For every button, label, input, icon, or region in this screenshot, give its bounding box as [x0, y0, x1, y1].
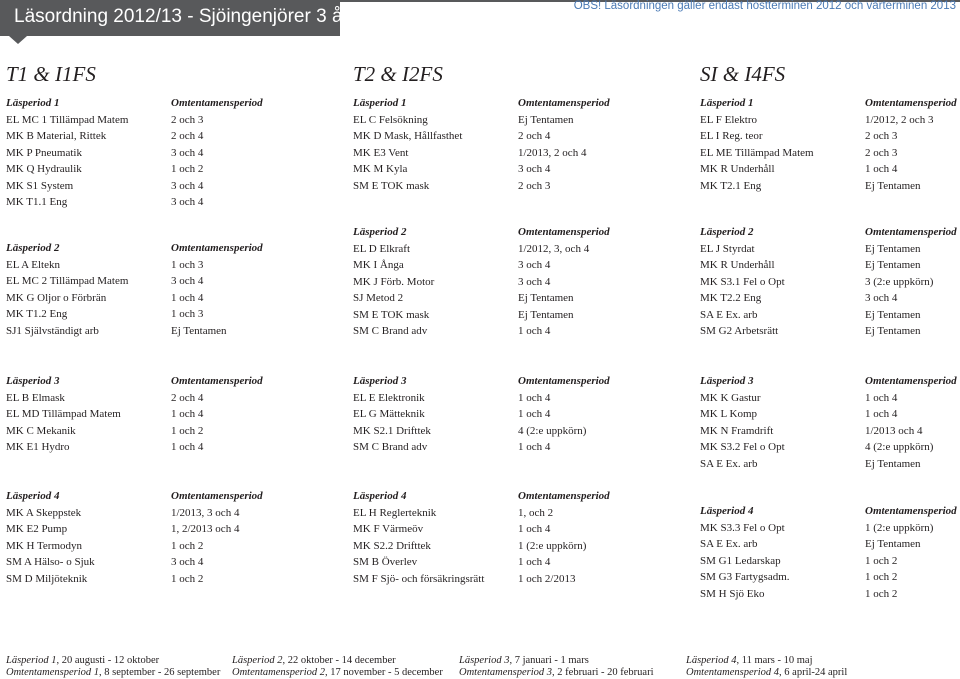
course-name: MK E1 Hydro — [6, 441, 70, 453]
retake-period-label: Omtentamensperiod — [518, 97, 610, 109]
period-section — [6, 373, 336, 456]
retake-periods: 1 och 4 — [518, 523, 551, 535]
course-name: SM D Miljöteknik — [6, 572, 88, 585]
retake-periods: 1 (2:e uppkörn) — [518, 539, 587, 552]
footer-period-dates — [459, 655, 653, 679]
course-name: MK A Skeppstek — [6, 506, 82, 519]
retake-periods: 3 och 4 — [865, 292, 898, 304]
retake-periods: 1 och 2 — [865, 554, 898, 567]
course-row — [6, 406, 336, 423]
footer-dates: , 8 september - 26 september — [99, 667, 221, 678]
retake-periods: 4 (2:e uppkörn) — [865, 441, 934, 453]
retake-period-label: Omtentamensperiod — [171, 242, 263, 254]
retake-periods: 1 och 2 — [865, 571, 898, 583]
course-name: EL F Elektro — [700, 113, 758, 126]
course-name: MK S3.1 Fel o Opt — [700, 275, 785, 288]
course-row — [353, 521, 683, 538]
course-name: MK S2.2 Drifttek — [353, 539, 431, 552]
course-name: MK E2 Pump — [6, 523, 68, 535]
column-title: SI & I4FS — [700, 62, 786, 86]
period-section — [353, 224, 683, 340]
retake-periods: Ej Tentamen — [518, 292, 574, 304]
course-row — [353, 257, 683, 274]
course-row — [353, 406, 683, 423]
course-name: MK R Underhåll — [700, 259, 775, 271]
retake-periods: 1/2013, 3 och 4 — [171, 506, 240, 519]
course-row — [6, 554, 336, 571]
retake-period-dates — [459, 667, 653, 679]
footer-label: Omtentamensperiod 2 — [232, 667, 326, 678]
footer-dates: , 6 april-24 april — [779, 667, 848, 678]
period-section — [6, 240, 336, 339]
period-header — [353, 224, 683, 241]
period-section — [700, 224, 960, 340]
period-header — [353, 95, 683, 112]
course-name: SM G3 Fartygsadm. — [700, 571, 790, 583]
footer-period-dates — [232, 655, 443, 679]
course-name: MK R Underhåll — [700, 163, 775, 175]
course-row — [353, 505, 683, 522]
course-name: EL H Reglerteknik — [353, 506, 437, 519]
retake-period-dates — [686, 667, 847, 679]
course-name: MK D Mask, Hållfasthet — [353, 130, 463, 142]
retake-periods: 1 och 2 — [865, 587, 898, 600]
course-name: SM G1 Ledarskap — [700, 554, 781, 567]
title-marker-triangle — [9, 36, 27, 44]
retake-periods: 2 och 4 — [171, 391, 204, 404]
course-row — [700, 290, 960, 307]
course-row — [6, 290, 336, 307]
course-row — [700, 456, 960, 473]
retake-periods: Ej Tentamen — [865, 308, 921, 321]
course-row — [6, 128, 336, 145]
course-name: MK J Förb. Motor — [353, 275, 435, 288]
period-header — [353, 488, 683, 505]
period-label: Läsperiod 3 — [700, 375, 754, 387]
study-period-dates — [686, 655, 847, 667]
retake-period-label: Omtentamensperiod — [865, 226, 957, 238]
period-section — [700, 95, 960, 194]
footer-label: Läsperiod 4 — [686, 655, 737, 666]
course-name: EL MC 1 Tillämpad Matem — [6, 113, 129, 126]
retake-periods: 3 och 4 — [171, 146, 204, 159]
retake-periods: 3 och 4 — [518, 163, 551, 175]
footer-label: Läsperiod 2 — [232, 655, 283, 666]
retake-period-dates — [6, 667, 220, 679]
retake-periods: 3 och 4 — [171, 196, 204, 208]
period-label: Läsperiod 2 — [700, 226, 754, 238]
course-row — [700, 586, 960, 603]
period-label: Läsperiod 3 — [6, 375, 60, 387]
course-name: MK T2.2 Eng — [700, 292, 762, 304]
course-row — [353, 274, 683, 291]
course-row — [700, 439, 960, 456]
course-row — [6, 178, 336, 195]
retake-period-label: Omtentamensperiod — [171, 375, 263, 387]
course-row — [6, 439, 336, 456]
course-row — [6, 257, 336, 274]
course-name: MK Q Hydraulik — [6, 163, 82, 175]
course-row — [6, 571, 336, 588]
retake-periods: 1 och 4 — [518, 556, 551, 568]
period-section — [6, 95, 336, 211]
period-label: Läsperiod 2 — [353, 226, 407, 238]
retake-period-label: Omtentamensperiod — [865, 375, 957, 387]
course-name: EL J Styrdat — [700, 242, 755, 255]
retake-period-label: Omtentamensperiod — [518, 490, 610, 502]
course-name: MK S3.2 Fel o Opt — [700, 441, 785, 453]
retake-periods: Ej Tentamen — [865, 242, 921, 255]
retake-periods: 1 och 2 — [171, 163, 204, 175]
course-name: EL MC 2 Tillämpad Matem — [6, 275, 129, 287]
course-row — [700, 145, 960, 162]
course-name: MK L Komp — [700, 408, 758, 420]
course-row — [6, 390, 336, 407]
course-name: MK S2.1 Drifttek — [353, 424, 431, 437]
period-header — [6, 488, 336, 505]
course-row — [700, 178, 960, 195]
retake-periods: 1 (2:e uppkörn) — [865, 521, 934, 534]
period-section — [6, 488, 336, 587]
retake-periods: 2 och 4 — [171, 130, 204, 142]
course-name: MK I Ånga — [353, 259, 404, 271]
course-row — [6, 423, 336, 440]
course-name: SM A Hälso- o Sjuk — [6, 556, 95, 568]
retake-periods: 3 och 4 — [171, 556, 204, 568]
period-section — [353, 373, 683, 456]
period-section — [700, 503, 960, 602]
course-name: SJ1 Självständigt arb — [6, 324, 99, 337]
course-row — [700, 390, 960, 407]
course-name: MK E3 Vent — [353, 146, 409, 159]
course-row — [700, 536, 960, 553]
retake-periods: 3 och 4 — [171, 275, 204, 287]
period-label: Läsperiod 4 — [353, 490, 407, 502]
retake-period-label: Omtentamensperiod — [518, 375, 610, 387]
course-row — [6, 145, 336, 162]
retake-periods: 4 (2:e uppkörn) — [518, 424, 587, 437]
course-name: SA E Ex. arb — [700, 538, 758, 550]
course-row — [353, 538, 683, 555]
course-row — [353, 112, 683, 129]
retake-period-label: Omtentamensperiod — [518, 226, 610, 238]
footer-label: Läsperiod 3 — [459, 655, 510, 666]
course-row — [700, 128, 960, 145]
period-label: Läsperiod 2 — [6, 242, 60, 254]
course-row — [353, 554, 683, 571]
course-row — [700, 323, 960, 340]
retake-periods: 1 och 4 — [171, 291, 204, 304]
course-row — [353, 178, 683, 195]
course-name: EL A Eltekn — [6, 258, 60, 271]
retake-periods: 1 och 2 — [171, 424, 204, 437]
course-name: SA E Ex. arb — [700, 457, 758, 470]
period-header — [700, 224, 960, 241]
course-name: MK F Värmeöv — [353, 523, 424, 535]
footer-dates: , 20 augusti - 12 oktober — [56, 655, 160, 666]
period-label: Läsperiod 4 — [700, 505, 754, 517]
retake-periods: 1 och 3 — [171, 308, 204, 320]
retake-periods: 1, 2/2013 och 4 — [171, 523, 240, 535]
retake-periods: 1, och 2 — [518, 506, 554, 519]
course-row — [353, 241, 683, 258]
course-row — [6, 306, 336, 323]
header-bar — [0, 0, 960, 36]
course-name: MK C Mekanik — [6, 424, 76, 437]
course-name: SM H Sjö Eko — [700, 587, 765, 600]
retake-periods: 1 och 4 — [518, 391, 551, 404]
course-name: MK P Pneumatik — [6, 146, 82, 159]
title-box — [0, 0, 349, 36]
course-name: EL C Felsökning — [353, 113, 428, 126]
course-name: EL E Elektronik — [353, 391, 425, 404]
retake-periods: 1 och 4 — [865, 408, 898, 420]
course-name: MK T1.2 Eng — [6, 308, 68, 320]
period-section — [700, 373, 960, 472]
retake-periods: Ej Tentamen — [865, 259, 921, 271]
retake-periods: Ej Tentamen — [865, 325, 921, 337]
period-label: Läsperiod 1 — [353, 97, 407, 109]
course-row — [6, 521, 336, 538]
retake-periods: 1 och 4 — [171, 408, 204, 420]
course-name: MK K Gastur — [700, 391, 761, 404]
footer-dates: , 11 mars - 10 maj — [736, 655, 813, 666]
course-name: MK H Termodyn — [6, 539, 83, 552]
period-header — [700, 95, 960, 112]
footer-dates: , 7 januari - 1 mars — [509, 655, 589, 666]
period-header — [700, 373, 960, 390]
retake-periods: 1 och 3 — [171, 258, 204, 271]
course-row — [353, 290, 683, 307]
retake-periods: Ej Tentamen — [171, 324, 227, 337]
footer-label: Omtentamensperiod 3 — [459, 667, 553, 678]
retake-periods: 1/2013 och 4 — [865, 424, 923, 437]
course-row — [6, 112, 336, 129]
retake-period-label: Omtentamensperiod — [171, 97, 263, 109]
retake-periods: Ej Tentamen — [518, 113, 574, 126]
course-row — [6, 194, 336, 211]
footer-label: Omtentamensperiod 4 — [686, 667, 780, 678]
course-row — [700, 520, 960, 537]
retake-periods: 1 och 4 — [518, 441, 551, 453]
course-row — [700, 161, 960, 178]
course-row — [6, 323, 336, 340]
course-row — [6, 161, 336, 178]
course-row — [353, 571, 683, 588]
column-title: T1 & I1FS — [6, 62, 96, 86]
period-label: Läsperiod 4 — [6, 490, 60, 502]
course-row — [700, 112, 960, 129]
retake-period-dates — [232, 667, 443, 679]
course-row — [353, 145, 683, 162]
course-name: MK N Framdrift — [700, 424, 774, 437]
retake-periods: 1 och 4 — [518, 408, 551, 420]
footer-label: Omtentamensperiod 1 — [6, 667, 100, 678]
period-label: Läsperiod 1 — [6, 97, 60, 109]
period-header — [353, 373, 683, 390]
retake-periods: Ej Tentamen — [865, 179, 921, 192]
course-row — [700, 569, 960, 586]
retake-periods: 1/2012, 2 och 3 — [865, 113, 934, 126]
course-name: SM C Brand adv — [353, 325, 428, 337]
footer-period-dates — [686, 655, 847, 679]
course-name: SM E TOK mask — [353, 308, 430, 321]
retake-periods: Ej Tentamen — [518, 308, 574, 321]
course-row — [353, 307, 683, 324]
course-row — [353, 423, 683, 440]
footer-period-dates — [6, 655, 220, 679]
retake-periods: 1 och 4 — [518, 325, 551, 337]
course-name: SJ Metod 2 — [353, 292, 404, 304]
period-header — [700, 503, 960, 520]
course-name: MK S1 System — [6, 179, 74, 192]
period-label: Läsperiod 3 — [353, 375, 407, 387]
period-header — [6, 240, 336, 257]
retake-periods: 2 och 4 — [518, 130, 551, 142]
course-row — [6, 273, 336, 290]
course-row — [6, 505, 336, 522]
course-row — [6, 538, 336, 555]
retake-periods: 2 och 3 — [865, 146, 898, 159]
period-label: Läsperiod 1 — [700, 97, 754, 109]
retake-periods: 3 och 4 — [171, 179, 204, 192]
retake-period-label: Omtentamensperiod — [171, 490, 263, 502]
retake-periods: 3 (2:e uppkörn) — [865, 275, 934, 288]
period-section — [353, 95, 683, 194]
course-name: EL B Elmask — [6, 391, 65, 404]
period-header — [6, 373, 336, 390]
course-name: MK G Oljor o Förbrän — [6, 291, 107, 304]
course-row — [700, 241, 960, 258]
retake-periods: 1/2012, 3, och 4 — [518, 242, 590, 255]
retake-periods: 1 och 4 — [865, 163, 898, 175]
course-row — [700, 423, 960, 440]
period-section — [353, 488, 683, 587]
course-name: EL I Reg. teor — [700, 130, 763, 142]
page-title: Läsordning 2012/13 - Sjöingenjörer 3 år — [14, 6, 349, 27]
study-period-dates — [459, 655, 653, 667]
footer-dates: , 22 oktober - 14 december — [282, 655, 396, 666]
retake-periods: 3 och 4 — [518, 275, 551, 288]
course-name: EL D Elkraft — [353, 242, 411, 255]
course-name: SA E Ex. arb — [700, 308, 758, 321]
footer-dates: , 2 februari - 20 februari — [552, 667, 654, 678]
course-row — [700, 307, 960, 324]
retake-period-label: Omtentamensperiod — [865, 97, 957, 109]
course-name: SM E TOK mask — [353, 179, 430, 192]
course-row — [700, 274, 960, 291]
course-name: EL ME Tillämpad Matem — [700, 146, 814, 159]
column-title: T2 & I2FS — [353, 62, 443, 86]
retake-periods: 1 och 4 — [171, 441, 204, 453]
course-row — [353, 323, 683, 340]
footer-label: Läsperiod 1 — [6, 655, 57, 666]
course-name: MK S3.3 Fel o Opt — [700, 521, 785, 534]
course-name: MK M Kyla — [353, 163, 408, 175]
retake-periods: 1 och 4 — [865, 391, 898, 404]
course-name: MK B Material, Rittek — [6, 130, 107, 142]
retake-periods: 2 och 3 — [518, 179, 551, 192]
course-row — [700, 257, 960, 274]
retake-periods: 1 och 2/2013 — [518, 572, 576, 585]
retake-periods: 3 och 4 — [518, 259, 551, 271]
retake-periods: 2 och 3 — [865, 130, 898, 142]
course-row — [353, 439, 683, 456]
retake-periods: Ej Tentamen — [865, 457, 921, 470]
retake-periods: 1/2013, 2 och 4 — [518, 146, 587, 159]
course-name: SM G2 Arbetsrätt — [700, 325, 779, 337]
course-row — [700, 406, 960, 423]
retake-periods: 1 och 2 — [171, 572, 204, 585]
footer-dates: , 17 november - 5 december — [325, 667, 443, 678]
study-period-dates — [6, 655, 220, 667]
retake-periods: 1 och 2 — [171, 539, 204, 552]
course-name: SM C Brand adv — [353, 441, 428, 453]
notice-text: OBS! Läsordningen gäller endast höstterminen 2012 och vårterminen 2013 — [573, 0, 956, 12]
course-row — [700, 553, 960, 570]
course-name: SM F Sjö- och försäkringsrätt — [353, 572, 485, 585]
course-row — [353, 128, 683, 145]
course-name: SM B Överlev — [353, 556, 418, 568]
retake-period-label: Omtentamensperiod — [865, 505, 957, 517]
retake-periods: Ej Tentamen — [865, 538, 921, 550]
course-row — [353, 161, 683, 178]
period-header — [6, 95, 336, 112]
course-name: EL MD Tillämpad Matem — [6, 408, 121, 420]
study-period-dates — [232, 655, 443, 667]
course-name: MK T1.1 Eng — [6, 196, 68, 208]
course-name: MK T2.1 Eng — [700, 179, 762, 192]
course-row — [353, 390, 683, 407]
course-name: EL G Mätteknik — [353, 408, 425, 420]
retake-periods: 2 och 3 — [171, 113, 204, 126]
